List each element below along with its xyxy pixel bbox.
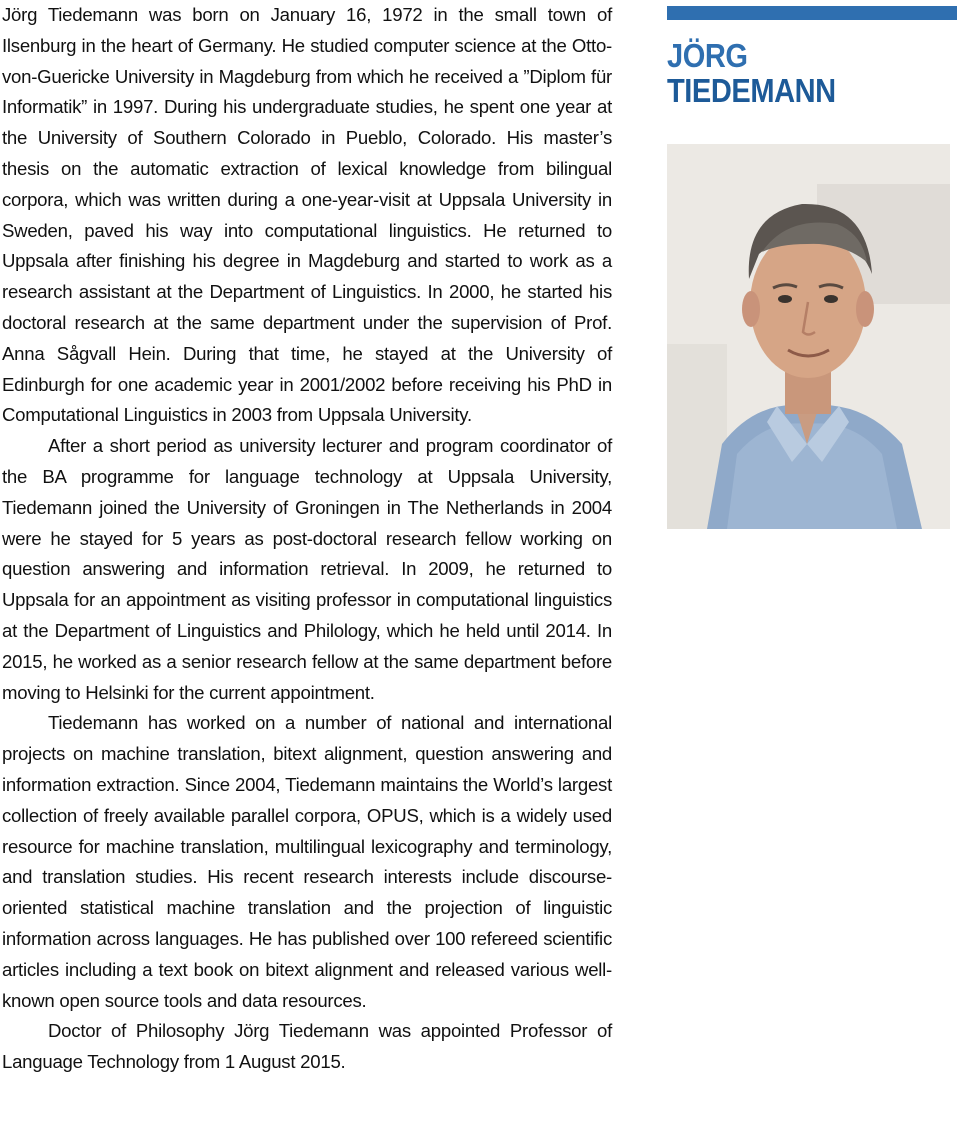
- portrait-photo: [667, 144, 950, 529]
- profile-sidebar: [667, 6, 957, 108]
- first-name: JÖRG: [667, 37, 748, 74]
- accent-bar: [667, 6, 957, 20]
- last-name: TIEDEMANN: [667, 72, 836, 109]
- bio-paragraph-3: Tiedemann has worked on a number of national and international projects on machine translation, bitext alignment, question answering and information extraction. Since 2004, Tiedemann maintains the World’s largest collection of freely available parallel corpora, OPUS, which is a widely used resource for machine translation, multilingual lexicography and terminology, and translation studies. His recent research interests include discourse-oriented statistical machine translation and the projection of linguistic information across languages. He has published over 100 refereed scientific articles including a text book on bitext alignment and released various well-known open source tools and data resources.: [2, 712, 612, 1011]
- portrait-illustration: [667, 144, 950, 529]
- bio-paragraph-1: Jörg Tiedemann was born on January 16, 1972 in the small town of Ilsenburg in the heart of Germany. He studied computer science at the Otto-von-Guericke University in Magdeburg from which he received a ”Diplom für Informatik” in 1997. During his undergraduate studies, he spent one year at the University of Southern Colorado in Pueblo, Colorado. His master’s thesis on the automatic extraction of lexical knowledge from bilingual corpora, which was written during a one-year-visit at Uppsala University in Sweden, paved his way into computational linguistics. He returned to Uppsala after finishing his degree in Magdeburg and started to work as a research assistant at the Department of Linguistics. In 2000, he started his doctoral research at the same department under the supervision of Prof. Anna Sågvall Hein. During that time, he stayed at the University of Edinburgh for one academic year in 2001/2002 before receiving his PhD in Computational Linguistics in 2003 from Uppsala University.: [2, 4, 612, 426]
- person-name-heading: [667, 38, 922, 108]
- biography-text: [2, 0, 612, 1078]
- bio-paragraph-2: After a short period as university lecturer and program coordinator of the BA programme for language technology at Uppsala University, Tiedemann joined the University of Groningen in The Netherlands in 2004 were he stayed for 5 years as post-doctoral research fellow working on question answering and information retrieval. In 2009, he returned to Uppsala for an appointment as visiting professor in computational linguistics at the Department of Linguistics and Philology, which he held until 2014. In 2015, he worked as a senior research fellow at the same department before moving to Helsinki for the current appointment.: [2, 435, 612, 703]
- bio-paragraph-4: Doctor of Philosophy Jörg Tiedemann was appointed Professor of Language Technology from 1 August 2015.: [2, 1020, 612, 1073]
